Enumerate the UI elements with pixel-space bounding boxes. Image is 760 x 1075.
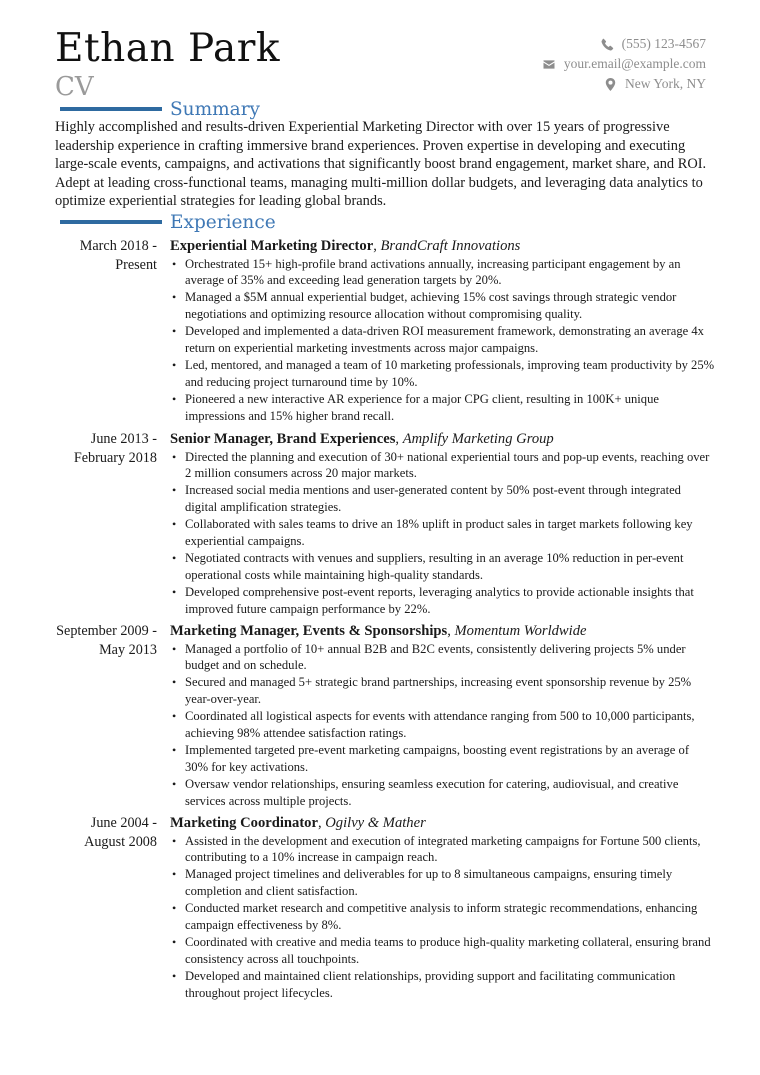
company-name: Ogilvy & Mather: [325, 815, 426, 831]
envelope-icon: [542, 59, 556, 70]
achievement-item: • Managed a $5M annual experiential budget, achieving 15% cost savings through strategic vendor negotiations and optimizing resource allocation without compromising quality.: [170, 289, 715, 323]
achievement-item: • Oversaw vendor relationships, ensuring seamless execution for catering, audiovisual, and creative services across multiple projects.: [170, 776, 715, 810]
entry-body: [170, 430, 715, 618]
job-title: Experiential Marketing Director: [170, 238, 374, 254]
email-link[interactable]: your.email@example.com: [563, 56, 706, 71]
section-divider-bar: [60, 220, 162, 224]
achievement-item: • Pioneered a new interactive AR experience for a major CPG client, resulting in 100K+ unique impressions and 15% higher brand recall.: [170, 391, 715, 425]
achievement-list: [170, 449, 715, 618]
entry-body: [170, 622, 715, 810]
achievement-item: • Assisted in the development and execution of integrated marketing campaigns for Fortune 500 clients, contributing to a 10% increase in campaign reach.: [170, 833, 715, 867]
achievement-item: • Conducted market research and competitive analysis to inform strategic recommendations, enhancing campaign effectiveness by 8%.: [170, 900, 715, 934]
contact-location: [542, 74, 706, 94]
achievement-item: • Increased social media mentions and user-generated content by 50% post-event through integrated digital amplification strategies.: [170, 482, 715, 516]
entry-body: [170, 237, 715, 425]
achievement-item: • Developed and implemented a data-driven ROI measurement framework, demonstrating an average 4x return on experiential marketing investments across major campaigns.: [170, 323, 715, 357]
job-title: Marketing Manager, Events & Sponsorships: [170, 623, 448, 639]
achievement-item: • Secured and managed 5+ strategic brand partnerships, increasing event sponsorship revenue by 25% year-over-year.: [170, 674, 715, 708]
summary-heading: [60, 98, 260, 120]
contact-block: [542, 34, 706, 94]
document-subtitle: CV: [55, 72, 94, 102]
entry-date: March 2018 - Present: [79, 238, 157, 273]
location-pin-icon: [604, 78, 617, 91]
candidate-name: Ethan Park: [55, 26, 281, 71]
contact-email: [542, 54, 706, 74]
achievement-item: • Orchestrated 15+ high-profile brand activations annually, increasing participant engagement by an average of 35% and exceeding lead generation targets by 20%.: [170, 256, 715, 290]
summary-text: Highly accomplished and results-driven Experiential Marketing Director with over 15 years of progressive leadership experience in crafting immersive brand experiences. Proven expertise in developing and executing large-scale events, campaigns, and activations that significantly boost brand engagement, market share, and ROI. Adept at leading cross-functional teams, managing multi-million dollar budgets, and leveraging data analytics to optimize experiential strategies for leading global brands.: [55, 119, 707, 210]
entry-body: [170, 814, 715, 1002]
achievement-list: [170, 833, 715, 1002]
entry-heading: Experiential Marketing Director, BrandCraft Innovations: [170, 238, 521, 254]
achievement-item: • Developed comprehensive post-event reports, leveraging analytics to provide actionable insights that improved future campaign performance by 22%.: [170, 584, 715, 618]
job-title: Marketing Coordinator: [170, 815, 318, 831]
location-text: New York, NY: [624, 76, 706, 91]
company-name: Momentum Worldwide: [454, 623, 587, 639]
achievement-item: • Coordinated with creative and media teams to produce high-quality marketing collateral, ensuring brand consistency across all touchpoints.: [170, 934, 715, 968]
section-divider-bar: [60, 107, 162, 111]
company-name: Amplify Marketing Group: [402, 431, 554, 447]
achievement-item: • Collaborated with sales teams to drive an 18% uplift in product sales in target markets following key experiential campaigns.: [170, 516, 715, 550]
summary-title: Summary: [170, 98, 260, 120]
entry-heading: Marketing Manager, Events & Sponsorships, Momentum Worldwide: [170, 623, 587, 639]
entry-heading: Senior Manager, Brand Experiences, Amplify Marketing Group: [170, 431, 554, 447]
achievement-item: • Managed a portfolio of 10+ annual B2B and B2C events, consistently delivering projects 5% under budget and on schedule.: [170, 641, 715, 675]
achievement-item: • Coordinated all logistical aspects for events with attendance ranging from 500 to 10,000 participants, achieving 98% attendee satisfaction ratings.: [170, 708, 715, 742]
experience-title: Experience: [170, 211, 276, 233]
phone-text[interactable]: (555) 123-4567: [621, 36, 706, 51]
achievement-item: • Developed and maintained client relationships, providing support and facilitating communication throughout project lifecycles.: [170, 968, 715, 1002]
entry-date: June 2013 - February 2018: [73, 431, 157, 466]
achievement-item: • Directed the planning and execution of 30+ national experiential tours and pop-up events, reaching over 2 million consumers across 20 major markets.: [170, 449, 715, 483]
entry-date: June 2004 - August 2008: [84, 815, 157, 850]
entry-date: September 2009 - May 2013: [56, 623, 157, 658]
achievement-item: • Managed project timelines and deliverables for up to 8 simultaneous campaigns, ensuring timely completion and client satisfaction.: [170, 866, 715, 900]
phone-icon: [601, 38, 614, 51]
entry-heading: Marketing Coordinator, Ogilvy & Mather: [170, 815, 426, 831]
job-title: Senior Manager, Brand Experiences: [170, 431, 396, 447]
achievement-item: • Led, mentored, and managed a team of 10 marketing professionals, improving team productivity by 25% and reducing project turnaround time by 10%.: [170, 357, 715, 391]
experience-heading: [60, 211, 276, 233]
contact-phone: [542, 34, 706, 54]
achievement-list: [170, 641, 715, 810]
achievement-item: • Negotiated contracts with venues and suppliers, resulting in an average 10% reduction in per-event operational costs while maintaining high-quality standards.: [170, 550, 715, 584]
achievement-item: • Implemented targeted pre-event marketing campaigns, boosting event registrations by an average of 30% for key activations.: [170, 742, 715, 776]
achievement-list: [170, 256, 715, 425]
company-name: BrandCraft Innovations: [380, 238, 521, 254]
